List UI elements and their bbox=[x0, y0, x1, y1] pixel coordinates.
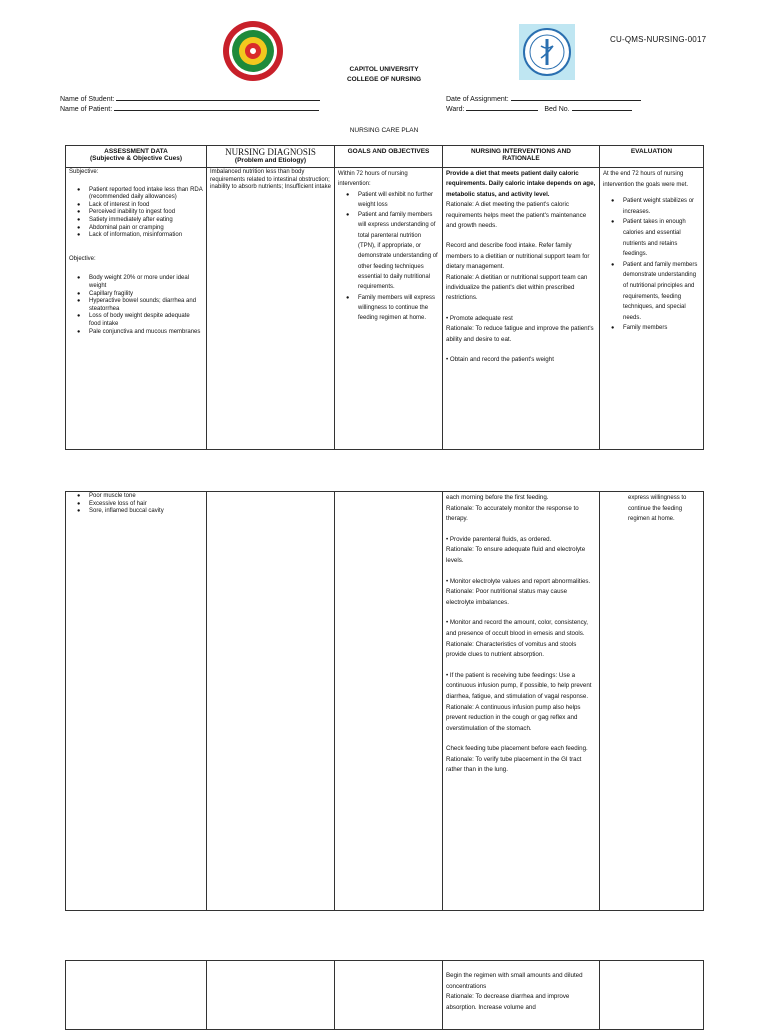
evaluation-list bbox=[603, 196, 700, 334]
list-item: ● Poor muscle tone bbox=[89, 493, 203, 501]
col-header-goals: GOALS AND OBJECTIVES bbox=[335, 146, 443, 168]
date-of-assignment-field[interactable] bbox=[446, 96, 641, 103]
bed-label: Bed No. bbox=[544, 106, 570, 113]
ward-label: Ward: bbox=[446, 106, 465, 113]
date-line bbox=[511, 100, 641, 101]
rationale-text: Rationale: Characteristics of vomitus and stools provide clues to nutrient absorption. bbox=[446, 640, 577, 659]
list-item: ● Excessive loss of hair bbox=[89, 501, 203, 509]
rationale-text: Rationale: Poor nutritional status may cause electrolyte imbalances. bbox=[446, 588, 568, 606]
list-item: ● Family members bbox=[623, 323, 700, 334]
list-item: ● Lack of interest in food bbox=[89, 202, 203, 210]
intervention-text: Begin the regimen with small amounts and diluted concentrations bbox=[446, 972, 583, 990]
document-code: CU-QMS-NURSING-0017 bbox=[610, 35, 707, 44]
patient-name-line bbox=[114, 110, 319, 111]
intervention-text: Check feeding tube placement before each feeding. bbox=[446, 745, 588, 753]
university-name: CAPITOL UNIVERSITY bbox=[349, 66, 419, 73]
student-name-label: Name of Student: bbox=[60, 96, 115, 103]
student-name-line bbox=[116, 100, 320, 101]
list-item: ● Patient reported food intake less than RDA (recommended daily allowances) bbox=[89, 187, 203, 202]
evaluation-text: express willingness to continue the feeding regimen at home. bbox=[628, 495, 687, 523]
assessment-cell bbox=[66, 168, 207, 450]
list-item: ● Loss of body weight despite adequate food intake bbox=[89, 313, 203, 328]
intervention-text: • Provide parenteral fluids, as ordered. bbox=[446, 535, 552, 543]
list-item: ● Patient weight stabilizes or increases. bbox=[623, 196, 700, 217]
plan-title: NURSING CARE PLAN bbox=[349, 127, 419, 134]
list-item: ● Patient and family members will express understanding of total parenteral nutrition (TPN), if appropriate, or demonstrate understanding of other feeding techniques essential to daily nutritional requirements. bbox=[358, 210, 439, 292]
col-header-diagnosis: NURSING DIAGNOSIS (Problem and Etiology) bbox=[207, 146, 335, 168]
diagnosis-cell bbox=[207, 961, 335, 1030]
subjective-list bbox=[69, 187, 203, 240]
diagnosis-text: Imbalanced nutrition less than body requirements related to intestinal obstruction; inability to absorb nutrients; Insufficient intake bbox=[210, 169, 331, 191]
evaluation-intro: At the end 72 hours of nursing intervention the goals were met. bbox=[603, 171, 689, 188]
goals-intro: Within 72 hours of nursing intervention: bbox=[338, 171, 408, 188]
date-label: Date of Assignment: bbox=[446, 96, 509, 103]
list-item: ● Lack of information, misinformation bbox=[89, 232, 203, 240]
assessment-list bbox=[69, 493, 203, 516]
list-item: ● Perceived inability to ingest food bbox=[89, 209, 203, 217]
assessment-cell bbox=[66, 492, 207, 911]
intervention-text: Provide a diet that meets patient daily caloric requirements. Daily caloric intake depends on age, metabolic status, and activity level. bbox=[446, 170, 596, 198]
goals-cell bbox=[335, 961, 443, 1030]
goals-cell bbox=[335, 168, 443, 450]
diagnosis-cell bbox=[207, 492, 335, 911]
bed-line bbox=[572, 110, 632, 111]
list-item: ● Patient will exhibit no further weight loss bbox=[358, 190, 439, 211]
col-header-assessment: ASSESSMENT DATA (Subjective & Objective Cues) bbox=[66, 146, 207, 168]
care-plan-table-page-3 bbox=[65, 960, 704, 1030]
ward-line bbox=[466, 110, 538, 111]
list-item: ● Sore, inflamed buccal cavity bbox=[89, 508, 203, 516]
intervention-text: Record and describe food intake. Refer family members to a dietitian or nutritional support team for dietary management. bbox=[446, 242, 590, 271]
rationale-text: Rationale: To reduce fatigue and improve the patient's ability and desire to eat. bbox=[446, 325, 594, 343]
list-item: ● Patient and family members demonstrate understanding of nutritional principles and requirements, feeding techniques, and special needs. bbox=[623, 260, 700, 324]
list-item: ● Satiety immediately after eating bbox=[89, 217, 203, 225]
interventions-cell bbox=[443, 168, 600, 450]
interventions-cell bbox=[443, 492, 600, 911]
col-header-interventions: NURSING INTERVENTIONS AND RATIONALE bbox=[443, 146, 600, 168]
list-item: ● Hyperactive bowel sounds; diarrhea and steatorrhea bbox=[89, 298, 203, 313]
rationale-text: Rationale: To verify tube placement in the GI tract rather than in the lung. bbox=[446, 755, 582, 774]
patient-name-field[interactable] bbox=[60, 106, 319, 113]
rationale-text: Rationale: To ensure adequate fluid and electrolyte levels. bbox=[446, 546, 586, 564]
list-item: ● Abdominal pain or cramping bbox=[89, 225, 203, 233]
subjective-label: Subjective: bbox=[69, 169, 99, 175]
rationale-text: Rationale: A diet meeting the patient's caloric requirements helps meet the patient's maintenance and growth needs. bbox=[446, 201, 587, 230]
rationale-text: Rationale: A dietitian or nutritional support team can individualize the patient's diet within prescribed restrictions. bbox=[446, 273, 588, 302]
goals-list bbox=[338, 190, 439, 324]
list-item: ● Body weight 20% or more under ideal weight bbox=[89, 275, 203, 290]
rationale-text: Rationale: A continuous infusion pump also helps prevent reduction in the cough or gag reflex and overstimulation of the stomach. bbox=[446, 703, 581, 732]
goals-cell bbox=[335, 492, 443, 911]
patient-name-label: Name of Patient: bbox=[60, 106, 113, 113]
evaluation-cell bbox=[600, 492, 704, 911]
intervention-text: • Monitor electrolyte values and report abnormalities. bbox=[446, 577, 591, 585]
col-header-evaluation: EVALUATION bbox=[600, 146, 704, 168]
list-item: ● Pale conjunctiva and mucous membranes bbox=[89, 329, 203, 337]
objective-label: Objective: bbox=[69, 255, 96, 262]
list-item: ● Capillary fragility bbox=[89, 291, 203, 299]
intervention-text: • Obtain and record the patient's weight bbox=[446, 356, 554, 364]
student-name-field[interactable] bbox=[60, 96, 320, 103]
ward-field[interactable] bbox=[446, 106, 632, 113]
intervention-text: • Monitor and record the amount, color, consistency, and presence of occult blood in emesis and stools. bbox=[446, 619, 589, 637]
evaluation-cell bbox=[600, 961, 704, 1030]
evaluation-cell bbox=[600, 168, 704, 450]
list-item: ● Family members will express willingness to continue the feeding regimen at home. bbox=[358, 293, 439, 324]
interventions-cell bbox=[443, 961, 600, 1030]
rationale-text: Rationale: To accurately monitor the response to therapy. bbox=[446, 504, 579, 523]
assessment-cell bbox=[66, 961, 207, 1030]
diagnosis-cell bbox=[207, 168, 335, 450]
objective-list bbox=[69, 275, 203, 336]
college-name: COLLEGE OF NURSING bbox=[346, 76, 422, 83]
list-item: ● Patient takes in enough calories and essential nutrients and retains feedings. bbox=[623, 217, 700, 259]
intervention-text: • If the patient is receiving tube feedings: Use a continuous infusion pump, if possible, to help prevent diarrhea, fatigue, and stimulation of vagal response. bbox=[446, 671, 592, 700]
rationale-text: Rationale: To decrease diarrhea and improve absorption. Increase volume and bbox=[446, 993, 570, 1011]
intervention-text: each morning before the first feeding. bbox=[446, 494, 549, 501]
intervention-text: • Promote adequate rest bbox=[446, 314, 513, 322]
care-plan-table-page-1 bbox=[65, 145, 704, 450]
care-plan-table-page-2 bbox=[65, 491, 704, 911]
